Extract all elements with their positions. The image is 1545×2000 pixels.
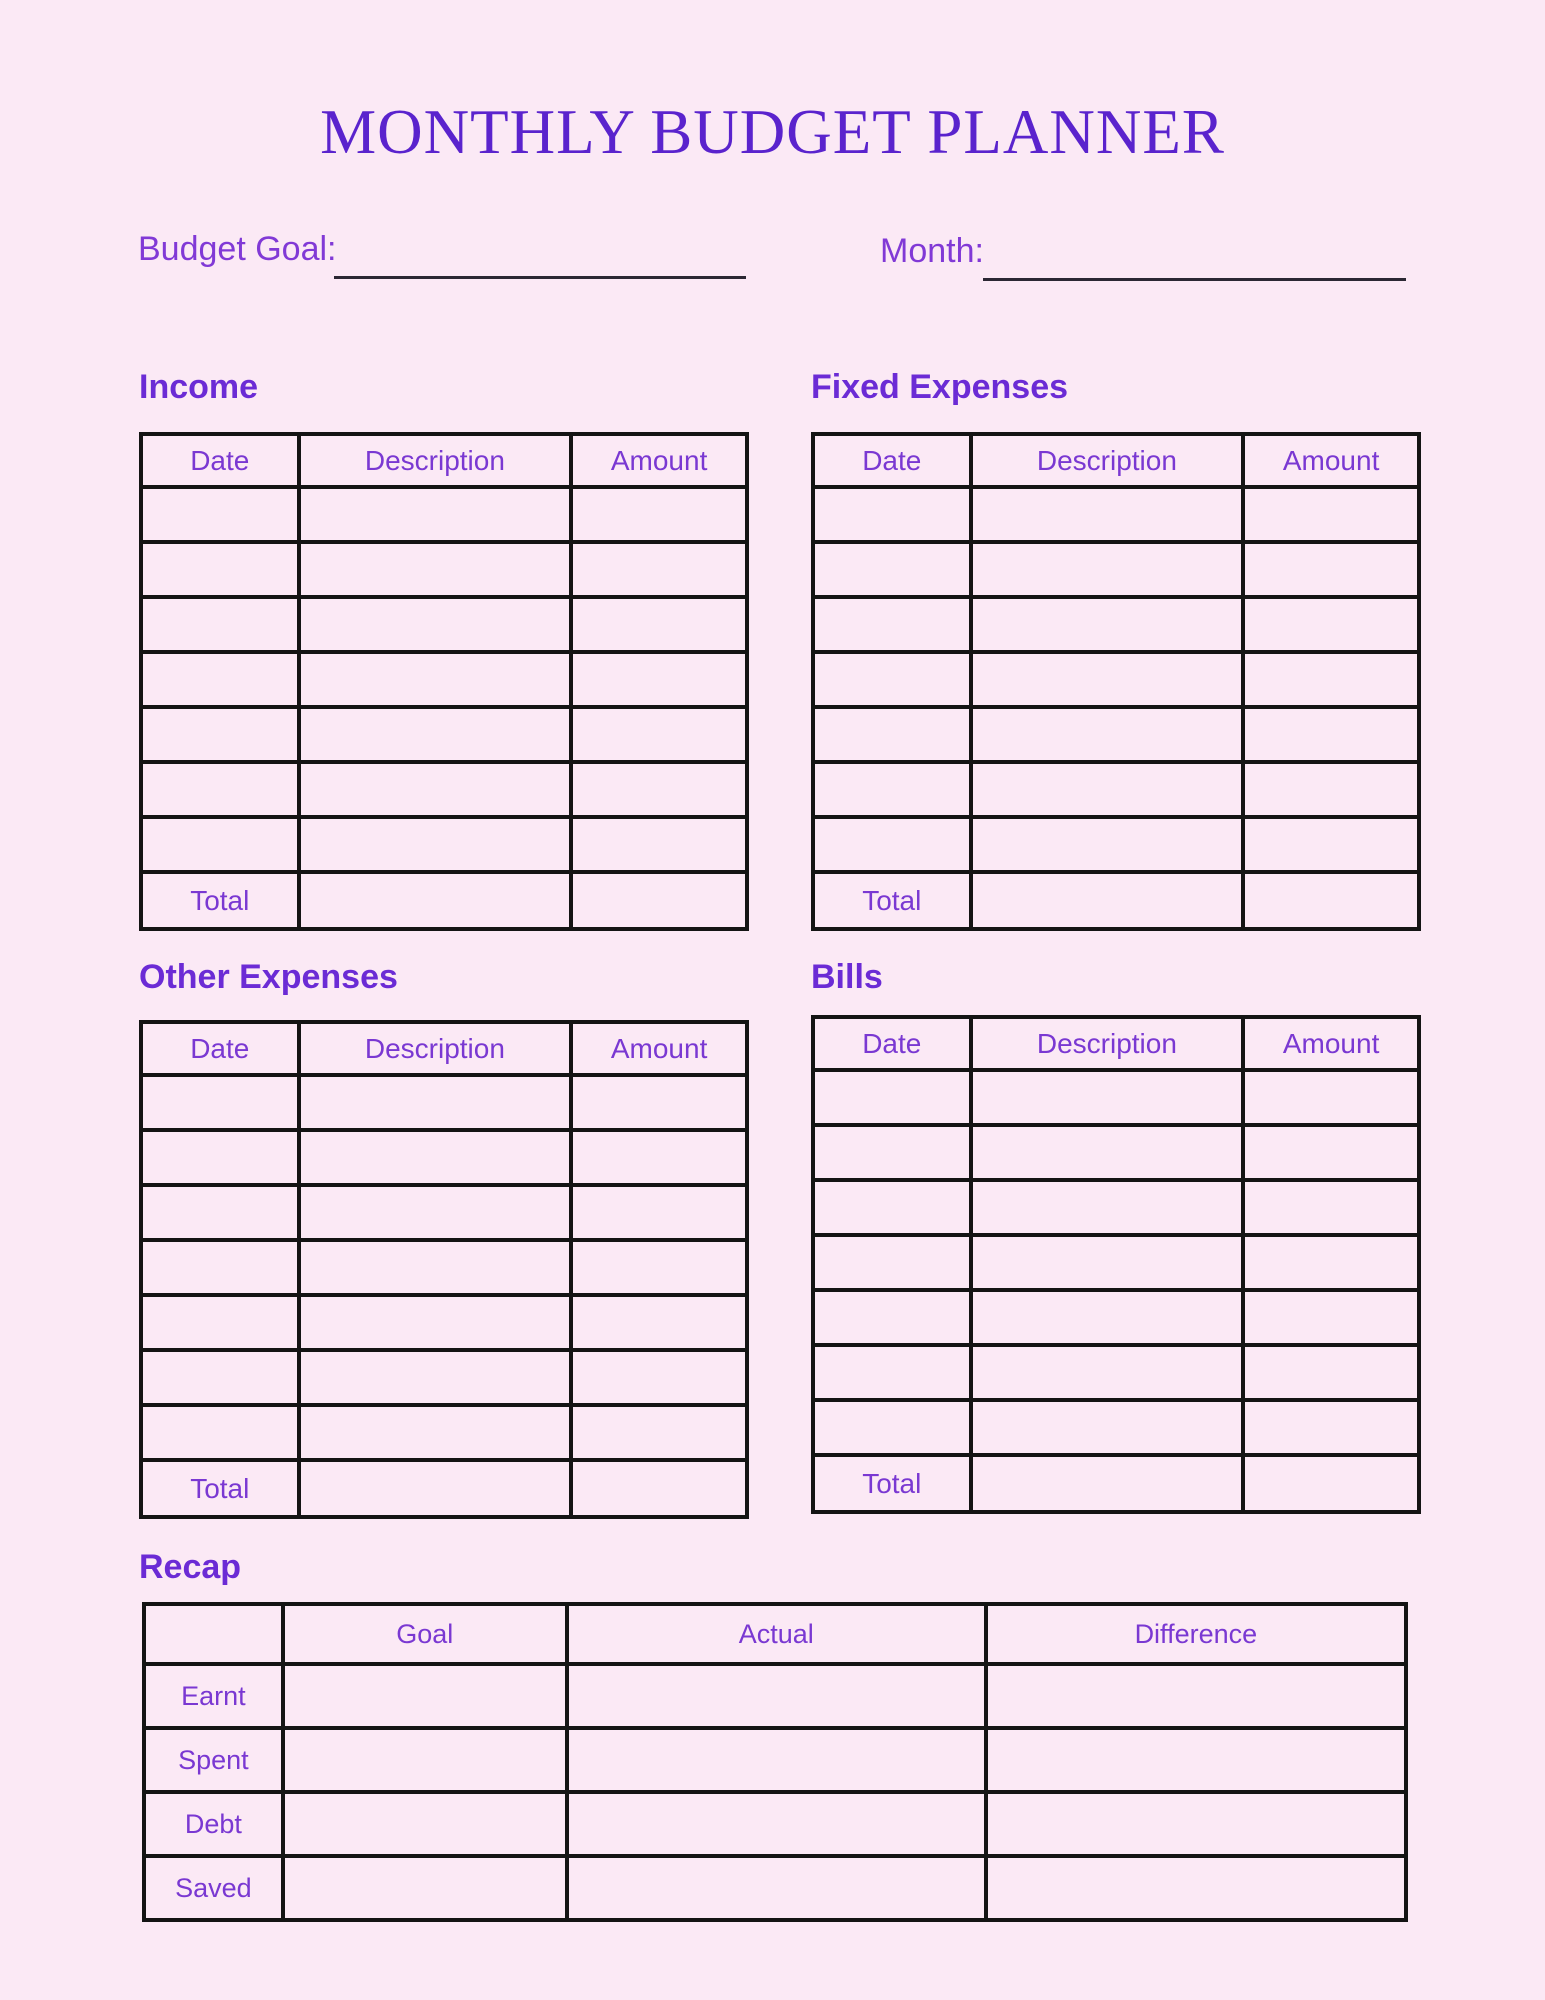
income-date-cell[interactable] — [141, 817, 299, 872]
bills-date-cell[interactable] — [813, 1070, 971, 1125]
recap-column-actual: Actual — [567, 1604, 986, 1664]
table-row — [141, 1075, 747, 1130]
other-expenses-date-cell[interactable] — [141, 1240, 299, 1295]
income-amount-cell[interactable] — [571, 762, 747, 817]
total-row — [141, 1460, 747, 1517]
recap-debt-actual-cell[interactable] — [567, 1792, 986, 1856]
other-expenses-amount-cell[interactable] — [571, 1130, 747, 1185]
other-expenses-amount-cell[interactable] — [571, 1350, 747, 1405]
other-expenses-total-description-cell[interactable] — [299, 1460, 572, 1517]
recap-saved-difference-cell[interactable] — [986, 1856, 1406, 1920]
income-table — [139, 432, 749, 931]
recap-saved-actual-cell[interactable] — [567, 1856, 986, 1920]
recap-heading: Recap — [139, 1548, 242, 1586]
column-header-date: Date — [141, 434, 299, 487]
column-header-date: Date — [813, 1017, 971, 1070]
income-amount-cell[interactable] — [571, 707, 747, 762]
bills-date-cell[interactable] — [813, 1345, 971, 1400]
fixed-expenses-description-cell[interactable] — [971, 597, 1244, 652]
other-expenses-date-cell[interactable] — [141, 1075, 299, 1130]
recap-row-spent — [144, 1728, 1406, 1792]
fixed-expenses-table — [811, 432, 1421, 931]
other-expenses-amount-cell[interactable] — [571, 1240, 747, 1295]
bills-description-cell[interactable] — [971, 1290, 1244, 1345]
income-amount-cell[interactable] — [571, 597, 747, 652]
column-header-description: Description — [971, 434, 1244, 487]
recap-row-saved — [144, 1856, 1406, 1920]
table-row — [813, 1235, 1419, 1290]
fixed-expenses-amount-cell[interactable] — [1243, 762, 1419, 817]
fixed-expenses-amount-cell[interactable] — [1243, 817, 1419, 872]
column-header-date: Date — [141, 1022, 299, 1075]
table-header-row — [141, 1022, 747, 1075]
other-expenses-amount-cell[interactable] — [571, 1405, 747, 1460]
recap-spent-difference-cell[interactable] — [986, 1728, 1406, 1792]
fixed-expenses-date-cell[interactable] — [813, 487, 971, 542]
table-row — [813, 597, 1419, 652]
table-row — [141, 1405, 747, 1460]
recap-saved-goal-cell[interactable] — [283, 1856, 567, 1920]
fixed-expenses-amount-cell[interactable] — [1243, 542, 1419, 597]
table-row — [141, 817, 747, 872]
table-row — [141, 1350, 747, 1405]
fixed-expenses-total-amount-cell[interactable] — [1243, 872, 1419, 929]
income-description-cell[interactable] — [299, 762, 572, 817]
income-total-description-cell[interactable] — [299, 872, 572, 929]
other-expenses-description-cell[interactable] — [299, 1185, 572, 1240]
bills-table — [811, 1015, 1421, 1514]
fixed-expenses-description-cell[interactable] — [971, 707, 1244, 762]
fixed-expenses-description-cell[interactable] — [971, 817, 1244, 872]
recap-debt-difference-cell[interactable] — [986, 1792, 1406, 1856]
income-date-cell[interactable] — [141, 487, 299, 542]
total-label: Total — [813, 1455, 971, 1512]
bills-amount-cell[interactable] — [1243, 1345, 1419, 1400]
bills-heading: Bills — [811, 958, 883, 996]
other-expenses-date-cell[interactable] — [141, 1185, 299, 1240]
fixed-expenses-amount-cell[interactable] — [1243, 487, 1419, 542]
table-row — [813, 487, 1419, 542]
table-row — [813, 1070, 1419, 1125]
income-description-cell[interactable] — [299, 707, 572, 762]
recap-column-goal: Goal — [283, 1604, 567, 1664]
income-description-cell[interactable] — [299, 597, 572, 652]
table-row — [813, 1180, 1419, 1235]
column-header-description: Description — [971, 1017, 1244, 1070]
income-amount-cell[interactable] — [571, 817, 747, 872]
bills-amount-cell[interactable] — [1243, 1400, 1419, 1455]
income-date-cell[interactable] — [141, 762, 299, 817]
bills-amount-cell[interactable] — [1243, 1290, 1419, 1345]
column-header-amount: Amount — [1243, 1017, 1419, 1070]
recap-header-row — [144, 1604, 1406, 1664]
fixed-expenses-date-cell[interactable] — [813, 707, 971, 762]
column-header-description: Description — [299, 434, 572, 487]
recap-row-earnt — [144, 1664, 1406, 1728]
table-row — [141, 762, 747, 817]
budget-goal-label: Budget Goal: — [138, 230, 337, 268]
bills-date-cell[interactable] — [813, 1180, 971, 1235]
fixed-expenses-description-cell[interactable] — [971, 762, 1244, 817]
bills-description-cell[interactable] — [971, 1235, 1244, 1290]
other-expenses-description-cell[interactable] — [299, 1075, 572, 1130]
total-row — [813, 872, 1419, 929]
other-expenses-date-cell[interactable] — [141, 1130, 299, 1185]
income-date-cell[interactable] — [141, 652, 299, 707]
other-expenses-description-cell[interactable] — [299, 1295, 572, 1350]
bills-description-cell[interactable] — [971, 1070, 1244, 1125]
table-row — [813, 707, 1419, 762]
table-header-row — [141, 434, 747, 487]
recap-row-debt — [144, 1792, 1406, 1856]
month-label: Month: — [880, 232, 984, 270]
fixed-expenses-heading: Fixed Expenses — [811, 368, 1069, 406]
table-row — [141, 1130, 747, 1185]
column-header-description: Description — [299, 1022, 572, 1075]
fixed-expenses-amount-cell[interactable] — [1243, 652, 1419, 707]
fixed-expenses-description-cell[interactable] — [971, 652, 1244, 707]
income-description-cell[interactable] — [299, 487, 572, 542]
table-row — [813, 817, 1419, 872]
other-expenses-amount-cell[interactable] — [571, 1295, 747, 1350]
income-date-cell[interactable] — [141, 597, 299, 652]
recap-debt-goal-cell[interactable] — [283, 1792, 567, 1856]
table-row — [813, 1125, 1419, 1180]
table-header-row — [813, 434, 1419, 487]
income-amount-cell[interactable] — [571, 652, 747, 707]
recap-spent-actual-cell[interactable] — [567, 1728, 986, 1792]
fixed-expenses-date-cell[interactable] — [813, 542, 971, 597]
table-row — [141, 542, 747, 597]
recap-earnt-goal-cell[interactable] — [283, 1664, 567, 1728]
other-expenses-date-cell[interactable] — [141, 1405, 299, 1460]
fixed-expenses-date-cell[interactable] — [813, 652, 971, 707]
other-expenses-heading: Other Expenses — [139, 958, 398, 996]
total-label: Total — [141, 1460, 299, 1517]
other-expenses-description-cell[interactable] — [299, 1350, 572, 1405]
table-row — [813, 1345, 1419, 1400]
recap-spent-goal-cell[interactable] — [283, 1728, 567, 1792]
fixed-expenses-date-cell[interactable] — [813, 817, 971, 872]
other-expenses-date-cell[interactable] — [141, 1350, 299, 1405]
other-expenses-description-cell[interactable] — [299, 1240, 572, 1295]
total-label: Total — [141, 872, 299, 929]
recap-row-label: Earnt — [144, 1664, 283, 1728]
recap-earnt-difference-cell[interactable] — [986, 1664, 1406, 1728]
other-expenses-description-cell[interactable] — [299, 1405, 572, 1460]
other-expenses-description-cell[interactable] — [299, 1130, 572, 1185]
recap-table — [142, 1602, 1408, 1922]
other-expenses-amount-cell[interactable] — [571, 1075, 747, 1130]
table-row — [813, 652, 1419, 707]
income-date-cell[interactable] — [141, 707, 299, 762]
column-header-amount: Amount — [571, 1022, 747, 1075]
bills-date-cell[interactable] — [813, 1235, 971, 1290]
bills-amount-cell[interactable] — [1243, 1125, 1419, 1180]
column-header-amount: Amount — [571, 434, 747, 487]
column-header-date: Date — [813, 434, 971, 487]
bills-date-cell[interactable] — [813, 1400, 971, 1455]
table-row — [813, 762, 1419, 817]
bills-amount-cell[interactable] — [1243, 1070, 1419, 1125]
income-date-cell[interactable] — [141, 542, 299, 597]
bills-date-cell[interactable] — [813, 1125, 971, 1180]
table-row — [141, 652, 747, 707]
table-row — [141, 487, 747, 542]
fixed-expenses-description-cell[interactable] — [971, 542, 1244, 597]
other-expenses-table — [139, 1020, 749, 1519]
income-amount-cell[interactable] — [571, 542, 747, 597]
table-row — [813, 1290, 1419, 1345]
income-heading: Income — [139, 368, 259, 406]
table-row — [141, 1240, 747, 1295]
recap-corner-cell — [144, 1604, 283, 1664]
fixed-expenses-date-cell[interactable] — [813, 597, 971, 652]
table-row — [813, 1400, 1419, 1455]
recap-row-label: Spent — [144, 1728, 283, 1792]
bills-description-cell[interactable] — [971, 1345, 1244, 1400]
month-input-line[interactable] — [983, 278, 1406, 281]
fixed-expenses-date-cell[interactable] — [813, 762, 971, 817]
income-total-amount-cell[interactable] — [571, 872, 747, 929]
bills-date-cell[interactable] — [813, 1290, 971, 1345]
fixed-expenses-description-cell[interactable] — [971, 487, 1244, 542]
table-row — [141, 1295, 747, 1350]
bills-description-cell[interactable] — [971, 1400, 1244, 1455]
other-expenses-total-amount-cell[interactable] — [571, 1460, 747, 1517]
income-amount-cell[interactable] — [571, 487, 747, 542]
total-row — [813, 1455, 1419, 1512]
fixed-expenses-total-description-cell[interactable] — [971, 872, 1244, 929]
bills-total-amount-cell[interactable] — [1243, 1455, 1419, 1512]
bills-amount-cell[interactable] — [1243, 1235, 1419, 1290]
table-row — [141, 707, 747, 762]
fixed-expenses-amount-cell[interactable] — [1243, 597, 1419, 652]
recap-row-label: Debt — [144, 1792, 283, 1856]
bills-total-description-cell[interactable] — [971, 1455, 1244, 1512]
income-description-cell[interactable] — [299, 817, 572, 872]
table-row — [813, 542, 1419, 597]
bills-description-cell[interactable] — [971, 1125, 1244, 1180]
fixed-expenses-amount-cell[interactable] — [1243, 707, 1419, 762]
bills-amount-cell[interactable] — [1243, 1180, 1419, 1235]
total-row — [141, 872, 747, 929]
table-header-row — [813, 1017, 1419, 1070]
income-description-cell[interactable] — [299, 542, 572, 597]
total-label: Total — [813, 872, 971, 929]
other-expenses-amount-cell[interactable] — [571, 1185, 747, 1240]
page-title: MONTHLY BUDGET PLANNER — [320, 97, 1225, 167]
recap-earnt-actual-cell[interactable] — [567, 1664, 986, 1728]
table-row — [141, 1185, 747, 1240]
recap-row-label: Saved — [144, 1856, 283, 1920]
bills-description-cell[interactable] — [971, 1180, 1244, 1235]
other-expenses-date-cell[interactable] — [141, 1295, 299, 1350]
column-header-amount: Amount — [1243, 434, 1419, 487]
income-description-cell[interactable] — [299, 652, 572, 707]
budget-goal-input-line[interactable] — [334, 276, 746, 279]
table-row — [141, 597, 747, 652]
recap-column-difference: Difference — [986, 1604, 1406, 1664]
